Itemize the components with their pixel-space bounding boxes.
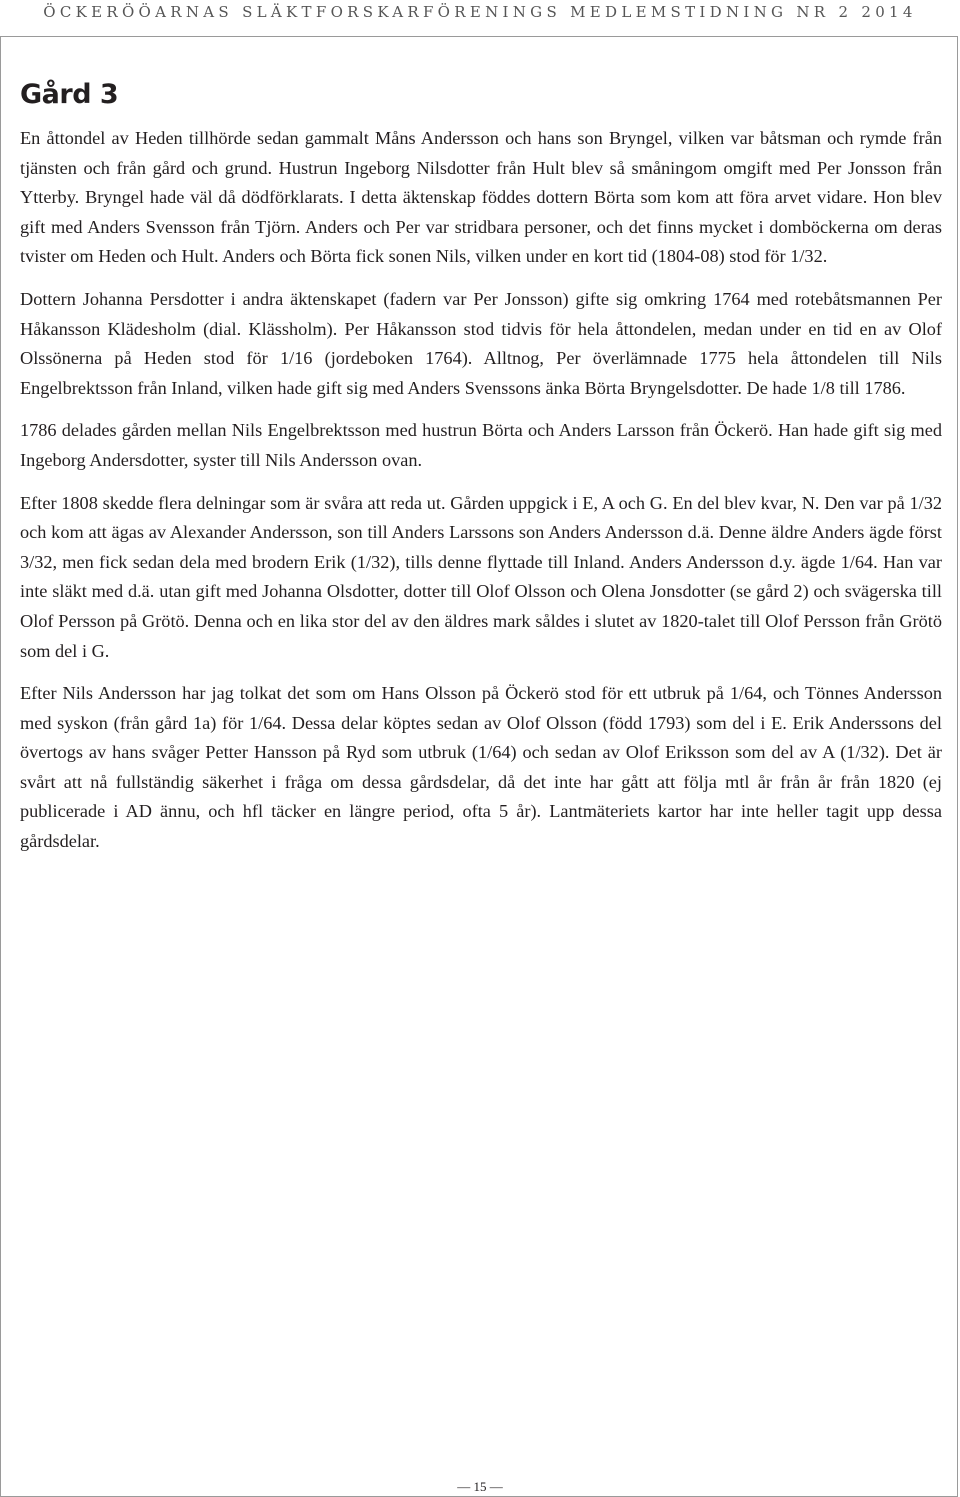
paragraph-3: 1786 delades gården mellan Nils Engelbrektsson med hustrun Börta och Anders Larsson från Öckerö. Han hade gift sig med Ingeborg Andersdotter, syster till Nils Andersson ovan. <box>20 420 942 470</box>
page-number: — 15 — <box>457 1479 503 1494</box>
paragraph-1: En åttondel av Heden tillhörde sedan gammalt Måns Andersson och hans son Bryngel, vilken var båtsman och rymde från tjänsten och från gård och grund. Hustrun Ingeborg Nilsdotter från Hult blev så småningom omgift med Per Jonsson från Ytterby. Bryngel hade väl då dödförklarats. I detta äktenskap föddes dottern Börta som kom att föra arvet vidare. Hon blev gift med Anders Svensson från Tjörn. Anders och Per var stridbara personer, och det finns mycket i domböckerna om deras tvister om Heden och Hult. Anders och Börta fick sonen Nils, vilken under en kort tid (1804-08) stod för 1/32. <box>20 128 942 267</box>
paragraph-5: Efter Nils Andersson har jag tolkat det som om Hans Olsson på Öckerö stod för ett utbruk på 1/64, och Tönnes Andersson med syskon (från gård 1a) för 1/64. Dessa delar köptes sedan av Olof Olsson (född 1793) som del i E. Erik Anderssons del övertogs av hans svåger Petter Hansson på Ryd som utbruk (1/64) och sedan av Olof Eriksson som del av A (1/32). Det är svårt att nå fullständig säkerhet i fråga om dessa gårdsdelar, då det inte har gått att följa mtl år från år från 1820 (ej publicerade i AD ännu, och hfl täcker en längre period, ofta 5 år). Lantmäteriets kartor har inte heller tagit upp dessa gårdsdelar. <box>20 683 942 852</box>
article-body <box>20 76 942 870</box>
paragraph-4: Efter 1808 skedde flera delningar som är svåra att reda ut. Gården uppgick i E, A och G. En del blev kvar, N. Den var på 1/32 och kom att ägas av Alexander Andersson, son till Anders Larssons son Anders Andersson d.ä. Denne äldre Anders ägde först 3/32, men fick sedan dela med brodern Erik (1/32), tills denne flyttade till Inland. Anders Andersson d.y. ägde 1/64. Han var inte släkt med d.ä. utan gift med Johanna Olsdotter, dotter till Olof Olsson och Olena Jonsdotter (se gård 2) och svägerska till Olof Persson på Grötö. Denna och en lika stor del av den äldres mark såldes i slutet av 1820-talet till Olof Persson från Grötö som del i G. <box>20 492 942 661</box>
running-head: ÖCKERÖÖARNAS SLÄKTFORSKARFÖRENINGS MEDLEMSTIDNING NR 2 2014 <box>43 3 917 21</box>
paragraph-2: Dottern Johanna Persdotter i andra äktenskapet (fadern var Per Jonsson) gifte sig omkring 1764 med rotebåtsmannen Per Håkansson Klädesholm (dial. Klässholm). Per Håkansson stod tidvis för hela åttondelen, medan under en tid en av Olof Olssönerna på Heden stod för 1/16 (jordeboken 1764). Alltnog, Per överlämnade 1775 hela åttondelen till Nils Engelbrektsson från Inland, vilken hade gift sig med Anders Svenssons änka Börta Bryngelsdotter. De hade 1/8 till 1786. <box>20 288 942 398</box>
section-heading: Gård 3 <box>20 79 119 110</box>
